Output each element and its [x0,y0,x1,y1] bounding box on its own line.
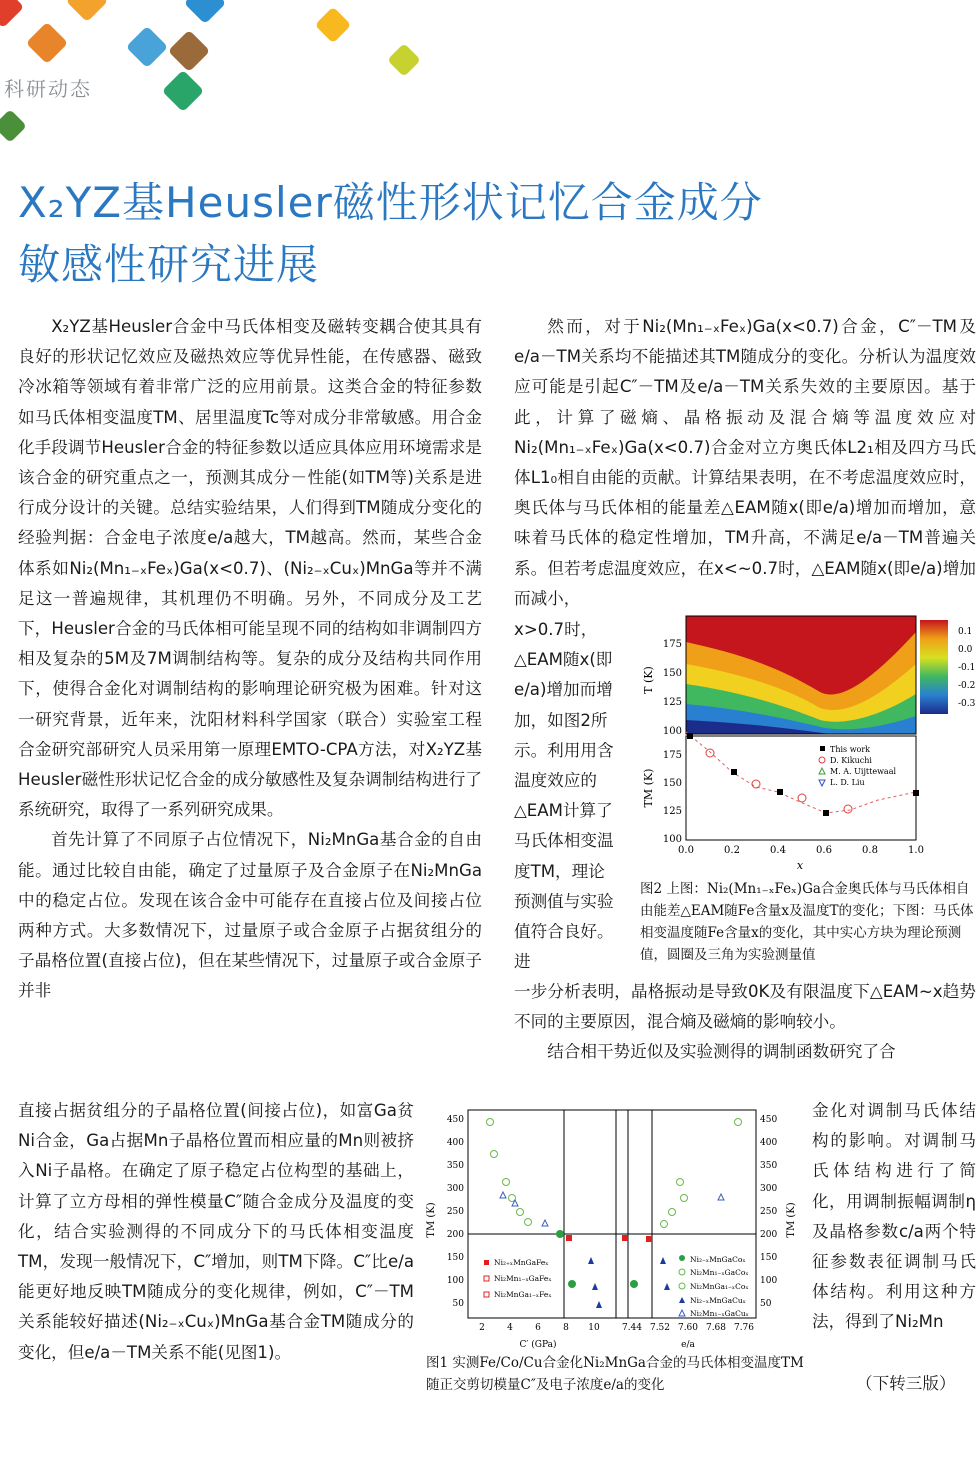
right-ylabel: TM (K) [786,1202,797,1238]
ytick: 200 [760,1230,778,1240]
figure-2-caption: 图2 上图：Ni₂(Mn₁₋ₓFeₓ)Ga合金奥氏体与马氏体相自由能差△EAM随Fe含量x及温度T的变化；下图：马氏体相变温度随Fe含量x的变化，其中实心方块为理论预测值，圆圈及三角为实验测量值 [640,881,974,963]
data-point [777,789,783,795]
title-line-1: X₂YZ基Heusler磁性形状记忆合金成分 [18,178,763,227]
ytick: 450 [760,1115,778,1125]
xlabel: x [796,859,804,872]
xtick: 1.0 [908,845,924,856]
paragraph-2: 首先计算了不同原子占位情况下，Ni₂MnGa基合金的自由能。通过比较自由能，确定了过量原子及合金原子在Ni₂MnGa中的稳定占位。发现在该合金中可能存在直接占位及间接占位两种方式。大多数情况下，过量原子或合金原子占据贫组分的子晶格位置(直接占位)，但在某些情况下，过量原子或合金原子并非 [18,830,482,1001]
ytick: 250 [760,1207,778,1217]
top-ytick: 150 [662,668,682,679]
deco-square-7 [162,70,204,112]
ytick: 400 [446,1138,464,1148]
right-xlabel: e/a [681,1340,695,1350]
deco-square-4 [126,26,168,68]
legend-entry: Ni₂MnGa₁₋ₓFeₓ [494,1290,552,1299]
column-right-top [514,312,976,614]
ytick: 400 [760,1138,778,1148]
data-point [752,780,760,788]
xtick: 10 [588,1323,600,1333]
xtick: 2 [479,1323,485,1333]
legend-entry: This work [830,745,871,754]
paragraph-2-continued: 直接占据贫组分的子晶格位置(间接占位)，如富Ga贫Ni合金，Ga占据Mn子晶格位置而相应量的Mn则被挤入Ni子晶格。在确定了原子稳定占位构型的基础上，计算了立方母相的弹性模量C″随合金成分及温度的变化，结合实验测得的不同成分下的马氏体相变温度TM，发现一般情况下，C″增加，则TM下降。C″比e/a能更好地反映TM随成分的变化规律，例如，C″－TM关系能较好描述(Ni₂₋ₓCuₓ)MnGa基合金TM随成分的变化，但e/a－TM关系不能(见图1)。 [18,1101,414,1362]
ytick: 300 [446,1184,464,1194]
data-point [731,769,737,775]
ytick: 300 [760,1184,778,1194]
xtick: 7.76 [733,1323,755,1333]
paragraph-3: 然而，对于Ni₂(Mn₁₋ₓFeₓ)Ga(x<0.7)合金，C″－TM及e/a－TM关系均不能描述其TM随成分的变化。分析认为温度效应可能是引起C″－TM及e/a－TM关系失效的主要原因。基于此，计算了磁熵、晶格振动及混合熵等温度效应对Ni₂(Mn₁₋ₓFeₓ)Ga(x<0.7)合金对立方奥氏体L2₁相及四方马氏体L1₀相自由能的贡献。计算结果表明，在不考虑温度效应时，奥氏体与马氏体相的能量差△EAM随x(即e/a)增加而增加，意味着马氏体的稳定性增加，TM升高，不满足e/a－TM普遍关系。但若考虑温度效应，在x<~0.7时，△EAM随x(即e/a)增加而减小， [514,317,976,608]
legend-entry: Ni₂Mn₁₋ₓGaCoₓ [690,1268,749,1277]
xtick: 0.4 [770,845,786,856]
ytick: 450 [446,1115,464,1125]
legend-entry: Ni₂Mn₁₋ₓGaFeₓ [494,1274,552,1283]
figure-1-chart [420,1102,810,1352]
left-yticks [447,1115,464,1309]
data-point [798,794,806,802]
column-left [18,312,482,1007]
right-xticks [622,1323,754,1333]
deco-square-5 [168,30,210,72]
bottom-ytick: 100 [662,834,682,845]
bottom-ylabel: TM (K) [642,768,655,808]
contour-plot [686,616,916,734]
xtick: 8 [563,1323,569,1333]
bottom-plot [686,732,919,840]
ytick: 100 [446,1276,464,1286]
colorbar [920,620,948,714]
ytick: 50 [760,1299,772,1309]
top-ytick: 175 [662,639,682,650]
paragraph-4: 结合相干势近似及实验测得的调制函数研究了合 [547,1042,896,1062]
top-ytick: 125 [662,697,682,708]
xtick: 0.0 [678,845,694,856]
ytick: 250 [446,1207,464,1217]
left-xticks [479,1323,600,1333]
deco-square-10 [0,109,27,143]
data-point [687,733,693,739]
xtick: 0.8 [862,845,878,856]
paragraph-3-narrow: x>0.7时，△EAM随x(即e/a)增加而增加，如图2所示。利用用含温度效应的△EAM计算了马氏体相变温度TM，理论预测值与实验值符合良好。进 [514,620,614,972]
colorbar-label: -0.2 [958,681,976,691]
deco-square-1 [0,0,24,28]
title-line-2: 敏感性研究进展 [18,240,320,289]
article-title [18,172,763,296]
deco-square-6 [184,0,226,24]
ytick: 150 [446,1253,464,1263]
left-xlabel: C′ (GPa) [519,1340,557,1350]
data-point [823,810,829,816]
xtick: 7.44 [621,1323,643,1333]
column-right-bottom [514,977,976,1068]
bottom-ytick: 125 [662,806,682,817]
xtick: 4 [507,1323,513,1333]
bottom-ytick: 175 [662,750,682,761]
ytick: 50 [452,1299,464,1309]
legend-entry: Ni₂₊ₓMnGaFeₓ [494,1258,549,1267]
xtick: 7.60 [677,1323,699,1333]
legend-entry: Ni₂₋ₓMnGaCuₓ [690,1296,746,1305]
paragraph-3-end: 一步分析表明，晶格振动是导致0K及有限温度下△EAM~x趋势不同的主要原因，混合熵及磁熵的影响较小。 [514,982,976,1032]
ytick: 200 [446,1230,464,1240]
legend-entry: Ni₂₋ₓMnGaCoₓ [690,1255,746,1264]
colorbar-label: -0.3 [958,699,976,709]
top-ylabel: T (K) [642,666,655,694]
ytick: 350 [446,1161,464,1171]
figure-2-chart [630,612,980,872]
top-ytick: 100 [662,726,682,737]
xtick: 0.2 [724,845,740,856]
data-point [844,805,852,813]
legend-entry: Ni₂Mn₁₋ₓGaCuₓ [690,1309,749,1318]
colorbar-label: 0.0 [958,645,973,655]
ytick: 350 [760,1161,778,1171]
ytick: 100 [760,1276,778,1286]
section-label: 科研动态 [4,77,92,101]
ytick: 150 [760,1253,778,1263]
colorbar-label: 0.1 [958,627,973,637]
deco-square-2 [26,22,68,64]
paragraph-4-side: 金化对调制马氏体结构的影响。对调制马氏体结构进行了简化，用调制振幅调制η及晶格参数c/a两个特征参数表征调制马氏体结构。利用这种方法，得到了Ni₂Mn [812,1101,976,1332]
legend-entry: M. A. Uijttewaal [830,767,897,776]
colorbar-label: -0.1 [958,663,976,673]
xtick: 6 [535,1323,541,1333]
xtick: 0.6 [816,845,832,856]
legend-entry: L. D. Liu [830,778,865,787]
right-yticks [760,1115,777,1309]
left-ylabel: TM (K) [426,1202,437,1238]
bottom-ytick: 150 [662,778,682,789]
data-point [706,749,714,757]
left-panel [468,1110,628,1318]
deco-square-8 [315,7,352,44]
legend-entry: D. Kikuchi [830,756,872,765]
deco-square-9 [387,43,421,77]
bottom-legend [819,745,896,787]
data-point [913,790,919,796]
deco-square-3 [66,0,108,22]
paragraph-1: X₂YZ基Heusler合金中马氏体相变及磁转变耦合使其具有良好的形状记忆效应及磁热效应等优异性能，在传感器、磁致冷冰箱等领域有着非常广泛的应用前景。这类合金的特征参数如马氏体相变温度TM、居里温度Tc等对成分非常敏感。用合金化手段调节Heusler合金的特征参数以适应具体应用环境需求是该合金的研究重点之一，预测其成分－性能(如TM等)关系是进行成分设计的关键。总结实验结果，人们得到TM随成分变化的经验判据：合金电子浓度e/a越大，TM越高。然而，某些合金体系如Ni₂(Mn₁₋ₓFeₓ)Ga(x<0.7)、(Ni₂₋ₓCuₓ)MnGa等并不满足这一普遍规律，其机理仍不明确。另外，不同成分及工艺下，Heusler合金的马氏体相可能呈现不同的结构如非调制四方相及复杂的5M及7M调制结构等。复杂的成分及结构共同作用下，使得合金化对调制结构的影响理论研究极为困难。针对这一研究背景，近年来，沈阳材料科学国家（联合）实验室工程合金研究部研究人员采用第一原理EMTO-CPA方法，对X₂YZ基Heusler磁性形状记忆合金的成分敏感性及复杂调制结构进行了系统研究，取得了一系列研究成果。 [18,317,482,820]
legend-entry: Ni₂MnGa₁₋ₓCoₓ [690,1282,749,1291]
continued-note: （下转三版） [856,1374,956,1393]
xtick: 7.68 [705,1323,727,1333]
figure-1-caption: 图1 实测Fe/Co/Cu合金化Ni₂MnGa合金的马氏体相变温度TM随正交剪切模量C″及电子浓度e/a的变化 [426,1355,804,1393]
xtick: 7.52 [649,1323,671,1333]
